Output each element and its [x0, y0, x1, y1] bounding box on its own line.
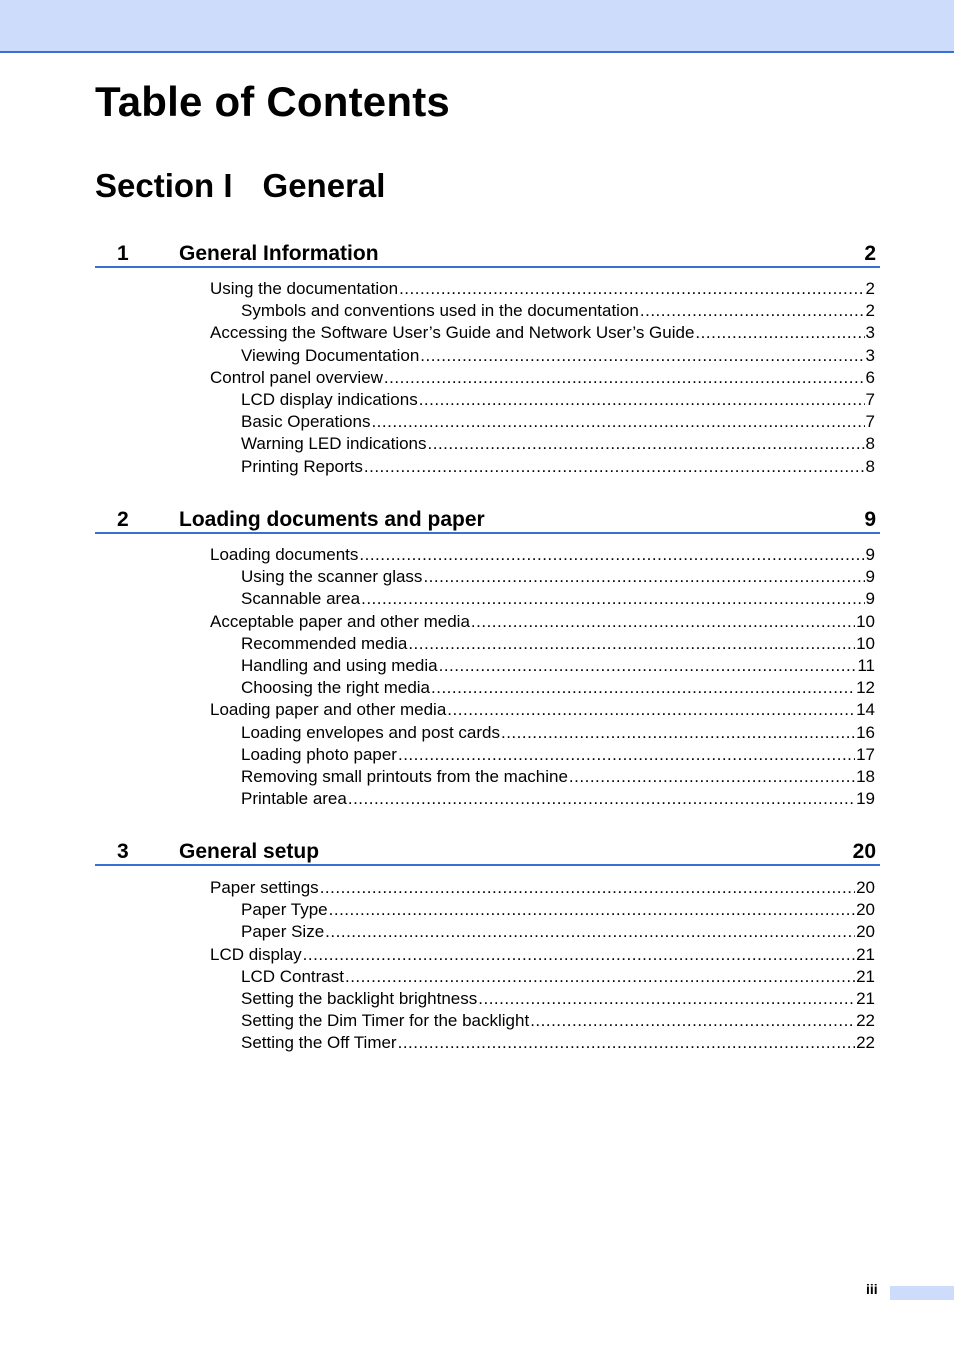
dot-leader: [478, 988, 855, 1010]
chapter-heading[interactable]: [95, 503, 880, 534]
dot-leader: [439, 655, 857, 677]
toc-entry-page: 7: [865, 412, 875, 432]
toc-entry[interactable]: [210, 544, 875, 566]
toc-entry-label: LCD display: [210, 944, 302, 964]
chapter-number: 2: [117, 508, 129, 531]
toc-entry-page: 11: [857, 656, 875, 675]
toc-entry-page: 21: [856, 989, 875, 1008]
toc-entry[interactable]: [241, 566, 875, 588]
dot-leader: [384, 367, 865, 389]
toc-entry[interactable]: [241, 988, 875, 1010]
toc-entry-page: 20: [856, 878, 875, 897]
toc-entry-label: LCD display indications: [241, 390, 418, 409]
chapter-page: 2: [864, 242, 876, 265]
toc-entry-label: Symbols and conventions used in the documentation: [241, 301, 639, 321]
toc-entry-label: Setting the backlight brightness: [241, 989, 478, 1008]
toc-entry[interactable]: [241, 921, 875, 943]
toc-entry-page: 3: [865, 345, 875, 365]
toc-entry-page: 20: [856, 922, 875, 942]
dot-leader: [569, 766, 855, 788]
dot-leader: [408, 633, 855, 655]
toc-entry-label: Viewing Documentation: [241, 345, 420, 365]
toc-entry-label: Using the scanner glass: [241, 567, 423, 587]
toc-entry[interactable]: [241, 722, 875, 744]
toc-entry-label: Warning LED indications: [241, 434, 427, 454]
dot-leader: [530, 1010, 855, 1032]
dot-leader: [329, 899, 855, 921]
toc-entry[interactable]: [210, 367, 875, 389]
toc-entry-label: Loading photo paper: [241, 744, 397, 764]
toc-entry[interactable]: [241, 411, 875, 433]
toc-entry-label: Paper settings: [210, 878, 319, 897]
section-heading: [95, 167, 385, 205]
toc-entry-label: Loading envelopes and post cards: [241, 722, 500, 742]
toc-entry-label: Basic Operations: [241, 412, 371, 432]
toc-entry-page: 14: [856, 700, 875, 720]
toc-entry-label: Paper Size: [241, 922, 325, 942]
header-band: [0, 0, 954, 53]
toc-entry[interactable]: [210, 278, 875, 300]
chapter-title: General setup: [179, 840, 320, 863]
dot-leader: [420, 345, 864, 367]
dot-leader: [325, 921, 855, 943]
toc-entry[interactable]: [210, 699, 875, 721]
page-number: iii: [866, 1281, 878, 1297]
toc-entry[interactable]: [241, 677, 875, 699]
dot-leader: [431, 677, 855, 699]
toc-entry-page: 6: [865, 367, 875, 387]
toc-entry-page: 2: [865, 279, 875, 298]
toc-entry-label: Control panel overview: [210, 367, 383, 387]
toc-entry-label: Setting the Off Timer: [241, 1033, 397, 1053]
chapter-heading[interactable]: [95, 237, 880, 268]
dot-leader: [419, 389, 865, 411]
toc-entry-label: Printable area: [241, 789, 347, 809]
toc-entry-page: 8: [865, 434, 875, 454]
toc-entry[interactable]: [241, 456, 875, 478]
toc-entry-label: Printing Reports: [241, 456, 363, 476]
toc-entry[interactable]: [241, 1032, 875, 1054]
section-label: Section I: [95, 167, 233, 204]
dot-leader: [423, 566, 864, 588]
toc-entry-label: LCD Contrast: [241, 966, 344, 986]
toc-entry-page: 8: [865, 456, 875, 476]
toc-entry[interactable]: [241, 655, 875, 677]
dot-leader: [399, 278, 864, 300]
dot-leader: [447, 699, 855, 721]
toc-entry-page: 17: [856, 744, 875, 764]
toc-entry-page: 12: [856, 678, 875, 698]
toc-entry-page: 10: [856, 611, 875, 631]
toc-entry[interactable]: [210, 611, 875, 633]
toc-entry-page: 9: [865, 589, 875, 609]
toc-entry-page: 16: [856, 722, 875, 742]
toc-entry-label: Loading paper and other media: [210, 700, 447, 720]
toc-entry-page: 9: [865, 545, 875, 564]
dot-leader: [398, 744, 855, 766]
toc-entry-page: 10: [856, 633, 875, 653]
toc-entry-page: 22: [856, 1011, 875, 1031]
toc-entry-page: 21: [856, 966, 875, 986]
chapter-number: 3: [117, 840, 129, 863]
toc-entry[interactable]: [210, 322, 875, 344]
toc-entry-page: 2: [865, 301, 875, 321]
dot-leader: [348, 788, 855, 810]
dot-leader: [640, 300, 865, 322]
toc-entry[interactable]: [241, 389, 875, 411]
dot-leader: [303, 944, 855, 966]
toc-entry-page: 19: [856, 789, 875, 809]
dot-leader: [364, 456, 865, 478]
toc-entry-label: Setting the Dim Timer for the backlight: [241, 1011, 530, 1031]
toc-entry-page: 9: [865, 567, 875, 587]
toc-entry[interactable]: [241, 788, 875, 810]
toc-entry[interactable]: [210, 944, 875, 966]
toc-entry-label: Acceptable paper and other media: [210, 611, 470, 631]
toc-entry-label: Loading documents: [210, 545, 359, 564]
toc-entry[interactable]: [241, 744, 875, 766]
toc-entry-page: 20: [856, 900, 875, 920]
dot-leader: [345, 966, 855, 988]
toc-entry-label: Recommended media: [241, 633, 408, 653]
toc-entry-page: 7: [865, 390, 875, 409]
dot-leader: [371, 411, 864, 433]
dot-leader: [398, 1032, 855, 1054]
page-tab: [890, 1286, 954, 1300]
toc-entry-label: Removing small printouts from the machine: [241, 767, 568, 786]
toc-entry[interactable]: [241, 1010, 875, 1032]
chapter-heading[interactable]: [95, 835, 880, 866]
toc-entry[interactable]: [241, 766, 875, 788]
toc-entry-label: Using the documentation: [210, 279, 399, 298]
chapter-title: General Information: [179, 242, 379, 265]
dot-leader: [695, 322, 864, 344]
toc-entry-page: 21: [856, 944, 875, 964]
toc-entry-label: Handling and using media: [241, 656, 438, 675]
page-title: Table of Contents: [95, 78, 450, 125]
toc-entry-page: 3: [865, 323, 875, 343]
toc-entry[interactable]: [210, 877, 875, 899]
toc-entry[interactable]: [241, 966, 875, 988]
toc-entry[interactable]: [241, 433, 875, 455]
toc-entry-label: Accessing the Software User’s Guide and Network User’s Guide: [210, 323, 695, 343]
dot-leader: [428, 433, 865, 455]
toc-entry[interactable]: [241, 588, 875, 610]
dot-leader: [320, 877, 855, 899]
toc-entry[interactable]: [241, 300, 875, 322]
dot-leader: [359, 544, 864, 566]
toc-entry-label: Paper Type: [241, 900, 328, 920]
section-name: General: [262, 167, 386, 204]
chapter-number: 1: [117, 242, 129, 265]
dot-leader: [471, 611, 855, 633]
toc-entry-page: 22: [856, 1033, 875, 1053]
chapter-page: 20: [852, 840, 876, 863]
toc-entry-page: 18: [856, 767, 875, 786]
toc-entry[interactable]: [241, 345, 875, 367]
chapter-page: 9: [864, 508, 876, 531]
toc-entry[interactable]: [241, 899, 875, 921]
dot-leader: [501, 722, 855, 744]
toc-entry-label: Choosing the right media: [241, 678, 431, 698]
toc-entry[interactable]: [241, 633, 875, 655]
chapter-title: Loading documents and paper: [179, 508, 485, 531]
toc-entry-label: Scannable area: [241, 589, 361, 609]
dot-leader: [361, 588, 864, 610]
